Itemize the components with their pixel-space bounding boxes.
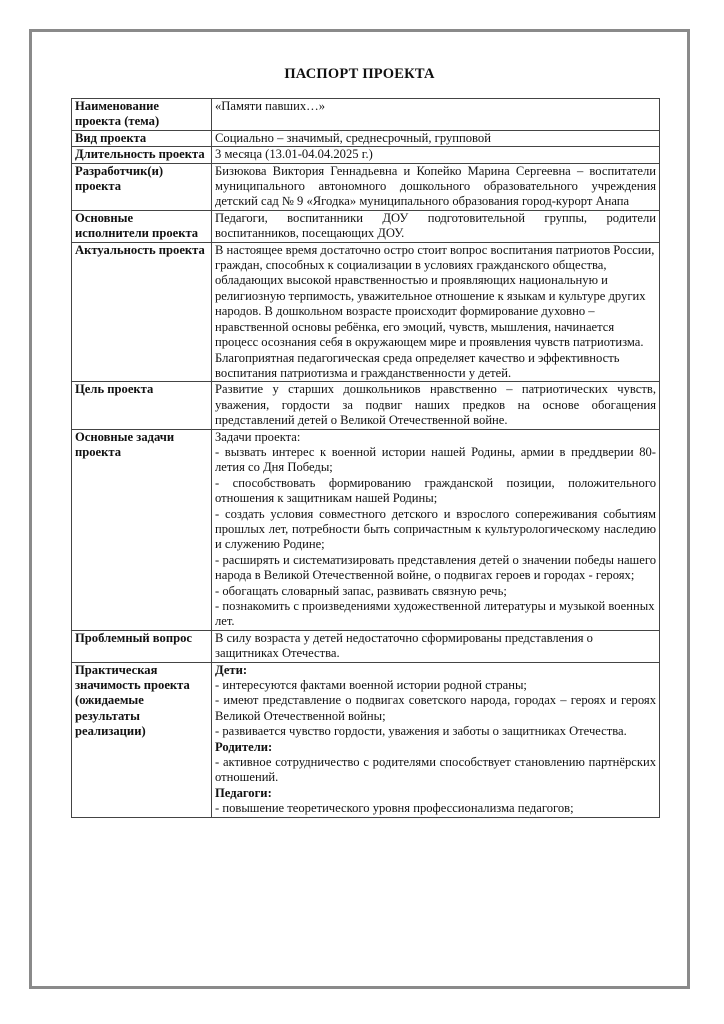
table-row bbox=[72, 210, 660, 242]
table-row bbox=[72, 147, 660, 163]
row-value: Развитие у старших дошкольников нравственно – патриотических чувств, уважения, гордости за подвиг наших предков на основе обогащения представлений детей о Великой Отечественной войне. bbox=[212, 382, 660, 429]
row-value: 3 месяца (13.01-04.04.2025 г.) bbox=[212, 147, 660, 163]
task-line: - способствовать формированию гражданской позиции, положительного отношения к защитникам нашей Родины; bbox=[215, 475, 656, 506]
row-label: Основные исполнители проекта bbox=[72, 210, 212, 242]
row-label: Проблемный вопрос bbox=[72, 630, 212, 662]
task-line: - создать условия совместного детского и взрослого сопереживания событиям прошлых лет, потребности быть сопричастным к культурологическому наследию и служению Родине; bbox=[215, 506, 656, 552]
table-row bbox=[72, 382, 660, 429]
row-label: Практическая значимость проекта (ожидаемые результаты реализации) bbox=[72, 662, 212, 817]
document-page bbox=[29, 29, 690, 989]
row-label: Наименование проекта (тема) bbox=[72, 99, 212, 131]
table-row bbox=[72, 99, 660, 131]
row-value: В силу возраста у детей недостаточно сформированы представления о защитниках Отечества. bbox=[212, 630, 660, 662]
row-label: Вид проекта bbox=[72, 130, 212, 146]
table-row bbox=[72, 130, 660, 146]
table-row bbox=[72, 242, 660, 382]
task-line: - обогащать словарный запас, развивать связную речь; bbox=[215, 583, 507, 598]
result-line: - активное сотрудничество с родителями способствует становлению партнёрских отношений. bbox=[215, 755, 656, 785]
row-value: Педагоги, воспитанники ДОУ подготовительной группы, родители воспитанников, посещающих ДОУ. bbox=[212, 210, 660, 242]
task-line: - познакомить с произведениями художественной литературы и музыкой военных лет. bbox=[215, 599, 655, 629]
row-value bbox=[212, 662, 660, 817]
row-value bbox=[212, 429, 660, 630]
row-value: «Памяти павших…» bbox=[212, 99, 660, 131]
table-row bbox=[72, 163, 660, 210]
result-line: - повышение теоретического уровня профессионализма педагогов; bbox=[215, 801, 574, 816]
table-row bbox=[72, 429, 660, 630]
table-row bbox=[72, 662, 660, 817]
children-heading: Дети: bbox=[215, 662, 248, 677]
row-label: Цель проекта bbox=[72, 382, 212, 429]
document-title: ПАСПОРТ ПРОЕКТА bbox=[284, 66, 435, 82]
table-row bbox=[72, 630, 660, 662]
row-label: Актуальность проекта bbox=[72, 242, 212, 382]
row-label: Основные задачи проекта bbox=[72, 429, 212, 630]
task-line: - расширять и систематизировать представления детей о значении победы нашего народа в Великой Отечественной войне, о подвигах героев и городах - героях; bbox=[215, 552, 656, 583]
parents-heading: Родители: bbox=[215, 739, 273, 754]
result-line: - интересуются фактами военной истории родной страны; bbox=[215, 678, 527, 693]
result-line: - имеют представление о подвигах советского народа, городах – героях и героях Великой Отечественной войны; bbox=[215, 693, 656, 723]
row-value: В настоящее время достаточно остро стоит вопрос воспитания патриотов России, граждан, способных к социализации в условиях гражданского общества, обладающих высокой нравственностью и проявляющих национальную и религиозную терпимость, уважительное отношение к языкам и культуре других народов. В дошкольном возрасте происходит формирование духовно – нравственной основы ребёнка, его эмоций, чувств, мышления, начинается процесс осознания себя в окружающем мире и проявления чувств патриотизма. Благоприятная педагогическая среда определяет качество и эффективность воспитания патриотизма и гражданственности у детей. bbox=[212, 242, 660, 382]
row-label: Длительность проекта bbox=[72, 147, 212, 163]
task-line: Задачи проекта: bbox=[215, 429, 301, 444]
row-value: Бизюкова Виктория Геннадьевна и Копейко Марина Сергеевна – воспитатели муниципального автономного дошкольного образовательного учреждения детский сад № 9 «Ягодка» муниципального образования город-курорт Анапа bbox=[212, 163, 660, 210]
task-line: - вызвать интерес к военной истории нашей Родины, армии в преддверии 80-летия со Дня Победы; bbox=[215, 444, 656, 475]
result-line: - развивается чувство гордости, уважения и заботы о защитниках Отечества. bbox=[215, 724, 627, 739]
project-passport-table bbox=[71, 98, 660, 818]
row-value: Социально – значимый, среднесрочный, групповой bbox=[212, 130, 660, 146]
row-label: Разработчик(и) проекта bbox=[72, 163, 212, 210]
teachers-heading: Педагоги: bbox=[215, 785, 272, 800]
